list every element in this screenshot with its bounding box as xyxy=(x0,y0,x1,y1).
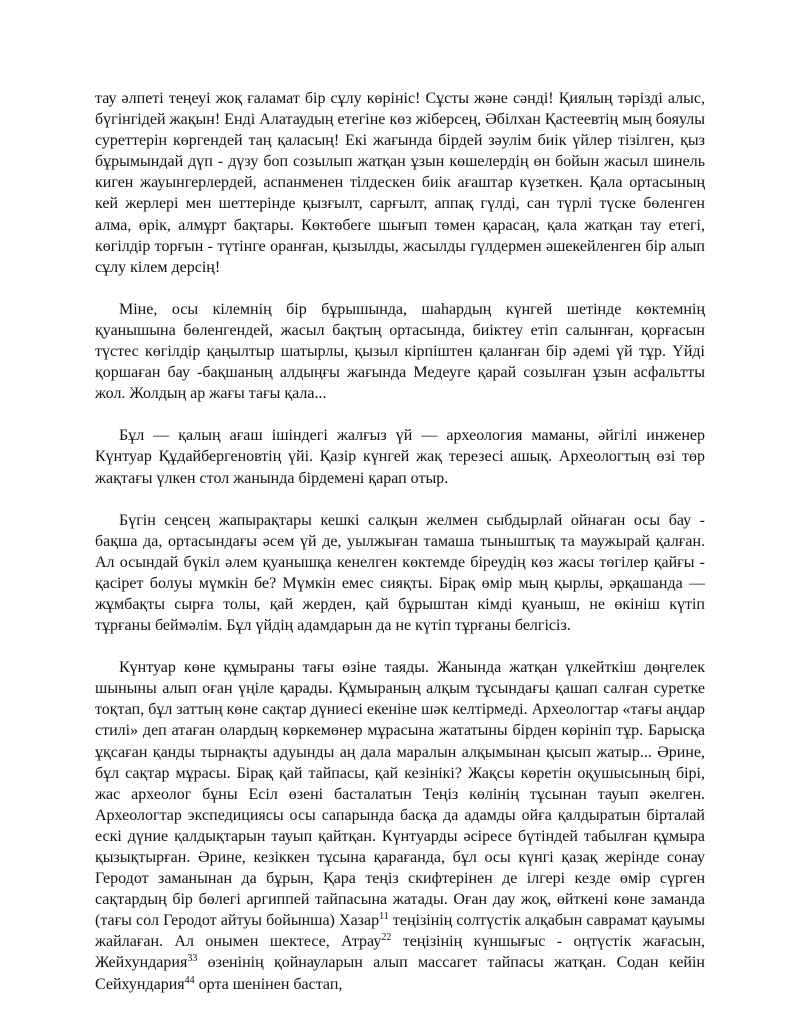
paragraph-5-text-1: Күнтуар көне құмыраны тағы өзіне таяды. Жанында жатқан үлкейткіш дөңгелек шыныны алып оған үңіле қарады. Құмыраның алқым тұсындағы қашап салған суретке тоқтап, бұл заттың көне сақтар дүниесі екеніне шәк келтірмеді. Археологтар «тағы аңдар стилі» деп атаған олардың көркемөнер мұрасына жататыны бірден көрініп тұр. Барысқа ұқсаған қанды тырнақты адуынды аң дала маралын алқымынан қысып жатыр... Әрине, бұл сақтар мұрасы. Бірақ қай тайпасы, қай кезінікі? Жақсы көретін оқушысының бірі, жас археолог бұны Есіл өзені басталатын Теңіз көлінің тұсынан тауып әкелген. Археологтар экспедициясы осы сапарында басқа да адамды ойға қалдыратын бірталай ескі дүние қалдықтарын тауып қайтқан. Күнтуарды әсіресе бүтіндей табылған құмыра қызықтырған. Әрине, кезіккен тұсына қарағанда, бұл осы күнгі қазақ жерінде сонау Геродот заманынан да бұрын, Қара теңіз скифтерінен де ілгері кезде өмір сүрген сақтардың бір бөлегі аргиппей тайпасына жатады. Оған дау жоқ, өйткені көне заманда (тағы сол Геродот айтуы бойынша) Хазар xyxy=(95,659,705,930)
footnote-marker-3: 33 xyxy=(187,953,198,965)
footnote-marker-4: 44 xyxy=(184,974,195,986)
paragraph-1: тау әлпеті теңеуі жоқ ғаламат бір сұлу көрініс! Сұсты және сәнді! Қиялың тәрізді алыс, бүгінгідей жақын! Енді Алатаудың етегіне көз жіберсең, Әбілхан Қастеевтің мың бояулы суреттерін көргендей таң қаласың! Екі жағында бірдей зәулім биік үйлер тізілген, қыз бұрымындай дүп - дүзу боп созылып жатқан ұзын көшелердің өн бойын жасыл шинель киген жауынгерлердей, аспанменен тілдескен биік ағаштар күзеткен. Қала ортасының кей жерлері мен шеттерінде қызғылт, сарғылт, аппақ гүлді, сан түрлі түске бөленген алма, өрік, алмұрт бақтары. Көктөбеге шығып төмен қарасаң, қала жатқан тау етегі, көгілдір торғын - түтінге оранған, қызылды, жасылды гүлдермен әшекейленген бір алып сұлу кілем дерсің! xyxy=(95,90,705,276)
paragraph-5-text-3: теңізінің күншығыс - оңтүстік жағасын, Жейхундария xyxy=(95,933,706,972)
paragraph-2: Міне, осы кілемнің бір бұрышында, шаһардың күнгей шетінде көктемнің қуанышына бөленгендей, жасыл бақтың ортасында, биіктеу етіп салынған, қорғасын түстес көгілдір қаңылтыр шатырлы, қызыл кірпіштен қаланған бір әдемі үй тұр. Үйді қоршаған бау -бақшаның алдыңғы жағында Медеуге қарай созылған ұзын асфальтты жол. Жолдың ар жағы тағы қала... xyxy=(95,300,705,403)
paragraph-3: Бұл — қалың ағаш ішіндегі жалғыз үй — археология маманы, әйгілі инженер Күнтуар Құдайбергеновтің үйі. Қазір күнгей жақ терезесі ашық. Археологтың өзі төр жақтағы үлкен стол жанында бірдемені қарап отыр. xyxy=(95,427,705,487)
paragraph-5-text-4: өзенінің қойнауларын алып массагет тайпасы жатқан. Содан кейін Сейхундария xyxy=(95,954,705,993)
footnote-marker-1: 11 xyxy=(379,911,389,923)
paragraph-5-text-2: теңізінің солтүстік алқабын саврамат қауымы жайлаған. Ал онымен шектесе, Атрау xyxy=(95,912,706,951)
paragraph-5-text-5: орта шенінен бастап, xyxy=(194,975,343,993)
footnote-marker-2: 22 xyxy=(381,932,392,944)
document-page xyxy=(95,88,705,1016)
paragraph-4: Бүгін сеңсең жапырақтары кешкі салқын желмен сыбдырлай ойнаған осы бау - бақша да, ортасындағы әсем үй де, уылжыған тамаша тыныштық та маужырай қалған. Ал осындай бүкіл әлем қуанышқа кенелген көктемде біреудің көз жасы төгілер қайғы - қасірет болуы мүмкін бе? Мүмкін емес сияқты. Бірақ өмір мың қырлы, әрқашанда — жұмбақты сырға толы, қай жерден, қай бұрыштан кімді қуаныш, не өкініш күтіп тұрғаны беймәлім. Бұл үйдің адамдарын да не күтіп тұрғаны белгісіз. xyxy=(95,511,705,635)
paragraph-5 xyxy=(95,657,705,995)
